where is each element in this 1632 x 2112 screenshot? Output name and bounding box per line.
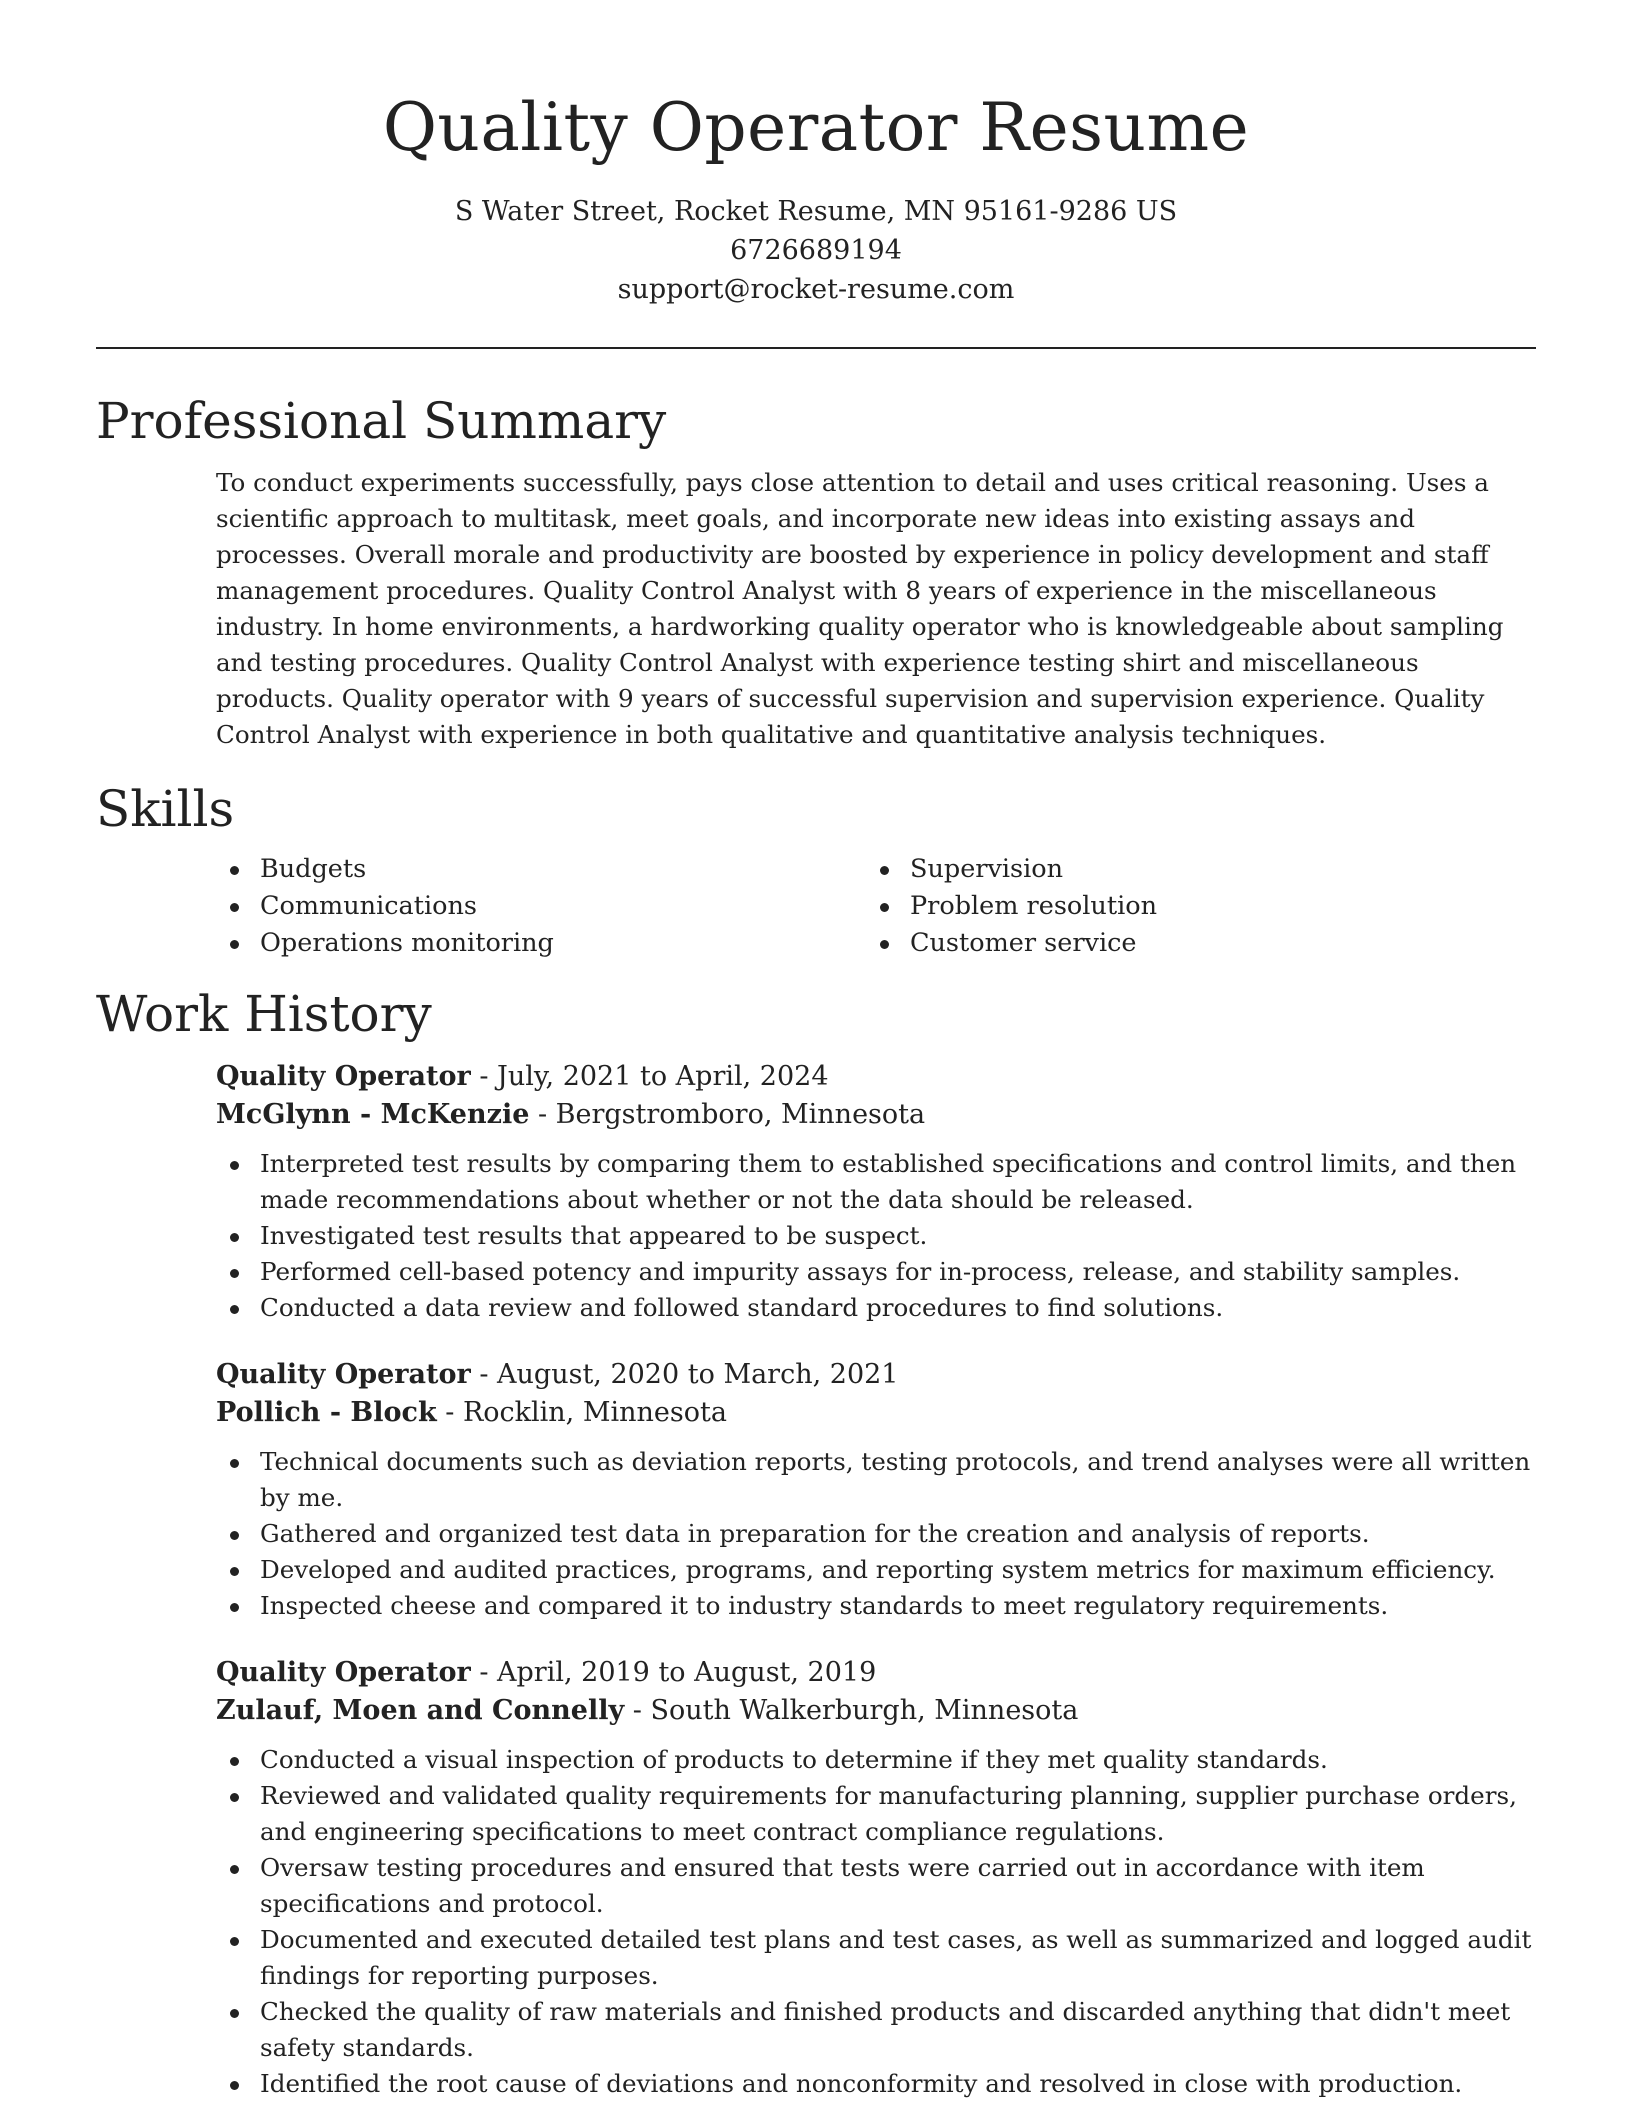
job-entry — [216, 1654, 1536, 2102]
skill-item: Operations monitoring — [216, 925, 866, 962]
duty-item: Inspected cheese and compared it to industry standards to meet regulatory requirements. — [216, 1588, 1536, 1624]
duty-item: Reviewed and validated quality requirements for manufacturing planning, supplier purchase orders, and engineering specifications to meet contract compliance regulations. — [216, 1778, 1536, 1850]
job-duties — [216, 1146, 1536, 1326]
job-dates: - July, 2021 to April, 2024 — [470, 1061, 829, 1092]
page-title: Quality Operator Resume — [382, 89, 1250, 166]
skills-column-left — [216, 851, 866, 962]
duty-item: Oversaw testing procedures and ensured that tests were carried out in accordance with item specifications and protocol. — [216, 1850, 1536, 1922]
duty-item: Performed cell-based potency and impurity assays for in-process, release, and stability samples. — [216, 1254, 1536, 1290]
job-location: - Rocklin, Minnesota — [436, 1397, 727, 1428]
header-divider — [96, 347, 1536, 349]
skill-item: Customer service — [866, 925, 1516, 962]
job-company: McGlynn - McKenzie — [216, 1099, 530, 1130]
job-title-line — [216, 1356, 1536, 1394]
duty-item: Developed and audited practices, programs, and reporting system metrics for maximum efficiency. — [216, 1552, 1536, 1588]
skill-item: Supervision — [866, 851, 1516, 888]
summary-text: To conduct experiments successfully, pays close attention to detail and uses critical reasoning. Uses a scientific approach to multitask, meet goals, and incorporate new ideas into existing assays and processes. Overall morale and productivity are boosted by experience in policy development and staff management procedures. Quality Control Analyst with 8 years of experience in the miscellaneous industry. In home environments, a hardworking quality operator who is knowledgeable about sampling and testing procedures. Quality Control Analyst with experience testing shirt and miscellaneous products. Quality operator with 9 years of successful supervision and supervision experience. Quality Control Analyst with experience in both qualitative and quantitative analysis techniques. — [216, 468, 1504, 749]
job-entry — [216, 1356, 1536, 1624]
job-company-line — [216, 1394, 1536, 1432]
job-dates: - August, 2020 to March, 2021 — [470, 1359, 899, 1390]
job-duties — [216, 1742, 1536, 2102]
summary-heading: Professional Summary — [96, 392, 667, 450]
email-line: support@rocket-resume.com — [617, 274, 1015, 305]
job-dates: - April, 2019 to August, 2019 — [470, 1657, 877, 1688]
duty-item: Gathered and organized test data in preparation for the creation and analysis of reports. — [216, 1516, 1536, 1552]
resume-header — [96, 0, 1536, 309]
job-location: - Bergstromboro, Minnesota — [529, 1099, 926, 1130]
job-title: Quality Operator — [216, 1359, 471, 1390]
duty-item: Investigated test results that appeared to be suspect. — [216, 1218, 1536, 1254]
job-company: Pollich - Block — [216, 1397, 437, 1428]
skills-list — [216, 851, 1536, 962]
job-company: Zulauf, Moen and Connelly — [216, 1695, 625, 1726]
skill-item: Communications — [216, 888, 866, 925]
skill-item: Budgets — [216, 851, 866, 888]
job-title-line — [216, 1058, 1536, 1096]
job-duties — [216, 1444, 1536, 1624]
resume-page — [96, 0, 1536, 2112]
phone-line: 6726689194 — [730, 235, 902, 266]
job-company-line — [216, 1692, 1536, 1730]
work-history-heading: Work History — [96, 985, 432, 1043]
duty-item: Documented and executed detailed test plans and test cases, as well as summarized and logged audit findings for reporting purposes. — [216, 1922, 1536, 1994]
skill-item: Problem resolution — [866, 888, 1516, 925]
job-entry — [216, 1058, 1536, 1326]
job-title: Quality Operator — [216, 1061, 471, 1092]
job-company-line — [216, 1096, 1536, 1134]
skills-heading: Skills — [96, 780, 235, 838]
duty-item: Conducted a data review and followed standard procedures to find solutions. — [216, 1290, 1536, 1326]
job-location: - South Walkerburgh, Minnesota — [624, 1695, 1079, 1726]
contact-block — [96, 192, 1536, 309]
job-title-line — [216, 1654, 1536, 1692]
duty-item: Interpreted test results by comparing them to established specifications and control limits, and then made recommendations about whether or not the data should be released. — [216, 1146, 1536, 1218]
skills-column-right — [866, 851, 1516, 962]
address-line: S Water Street, Rocket Resume, MN 95161-9286 US — [454, 196, 1178, 227]
job-title: Quality Operator — [216, 1657, 471, 1688]
duty-item: Conducted a visual inspection of products to determine if they met quality standards. — [216, 1742, 1536, 1778]
duty-item: Technical documents such as deviation reports, testing protocols, and trend analyses were all written by me. — [216, 1444, 1536, 1516]
duty-item: Checked the quality of raw materials and finished products and discarded anything that didn't meet safety standards. — [216, 1994, 1536, 2066]
duty-item: Identified the root cause of deviations and nonconformity and resolved in close with production. — [216, 2066, 1536, 2102]
